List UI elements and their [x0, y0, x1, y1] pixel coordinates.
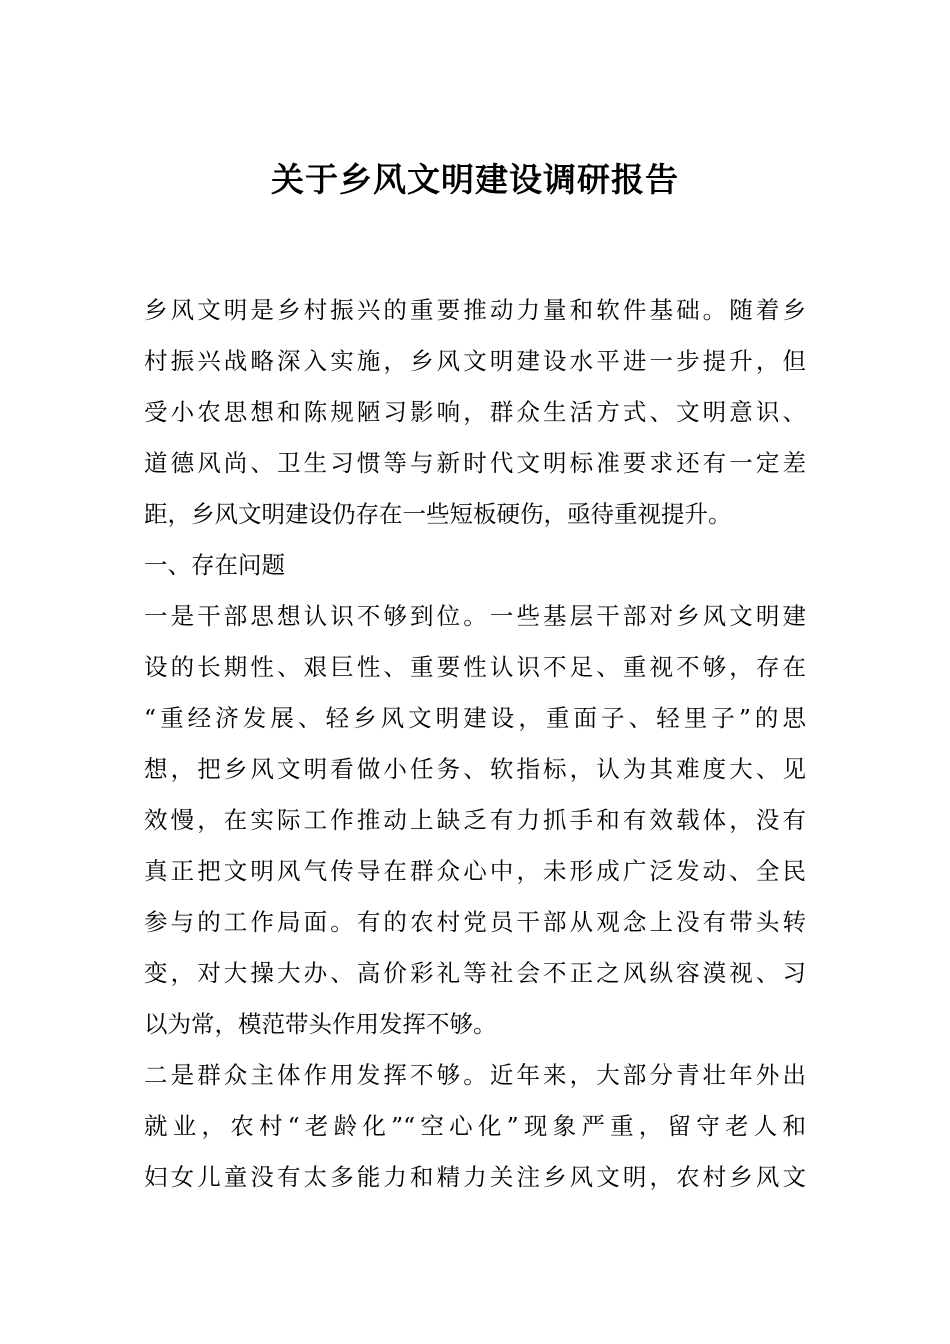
body-line: 以为常，模范带头作用发挥不够。: [144, 1010, 497, 1038]
body-line: “重经济发展、轻乡风文明建设，重面子、轻里子”的思: [144, 704, 806, 732]
body-line: 妇女儿童没有太多能力和精力关注乡风文明，农村乡风文: [144, 1163, 806, 1191]
body-line: 真正把文明风气传导在群众心中，未形成广泛发动、全民: [144, 857, 806, 885]
body-line: 就业，农村“老龄化”“空心化”现象严重，留守老人和: [144, 1112, 806, 1140]
body-line: 想，把乡风文明看做小任务、软指标，认为其难度大、见: [144, 755, 806, 783]
body-line: 效慢，在实际工作推动上缺乏有力抓手和有效载体，没有: [144, 806, 806, 834]
body-line: 参与的工作局面。有的农村党员干部从观念上没有带头转: [144, 908, 806, 936]
body-line: 设的长期性、艰巨性、重要性认识不足、重视不够，存在: [144, 653, 806, 681]
body-line: 距，乡风文明建设仍存在一些短板硬伤，亟待重视提升。: [144, 500, 732, 528]
document-title: 关于乡风文明建设调研报告: [271, 160, 679, 199]
body-line: 乡风文明是乡村振兴的重要推动力量和软件基础。随着乡: [144, 296, 806, 324]
body-line: 二是群众主体作用发挥不够。近年来，大部分青壮年外出: [144, 1061, 806, 1089]
document-body: [144, 285, 806, 1203]
body-line: 一是干部思想认识不够到位。一些基层干部对乡风文明建: [144, 602, 806, 630]
body-line: 道德风尚、卫生习惯等与新时代文明标准要求还有一定差: [144, 449, 806, 477]
body-line: 受小农思想和陈规陋习影响，群众生活方式、文明意识、: [144, 398, 806, 426]
body-line: 一、存在问题: [144, 551, 285, 579]
body-line: 变，对大操大办、高价彩礼等社会不正之风纵容漠视、习: [144, 959, 806, 987]
body-line: 村振兴战略深入实施，乡风文明建设水平进一步提升，但: [144, 347, 806, 375]
